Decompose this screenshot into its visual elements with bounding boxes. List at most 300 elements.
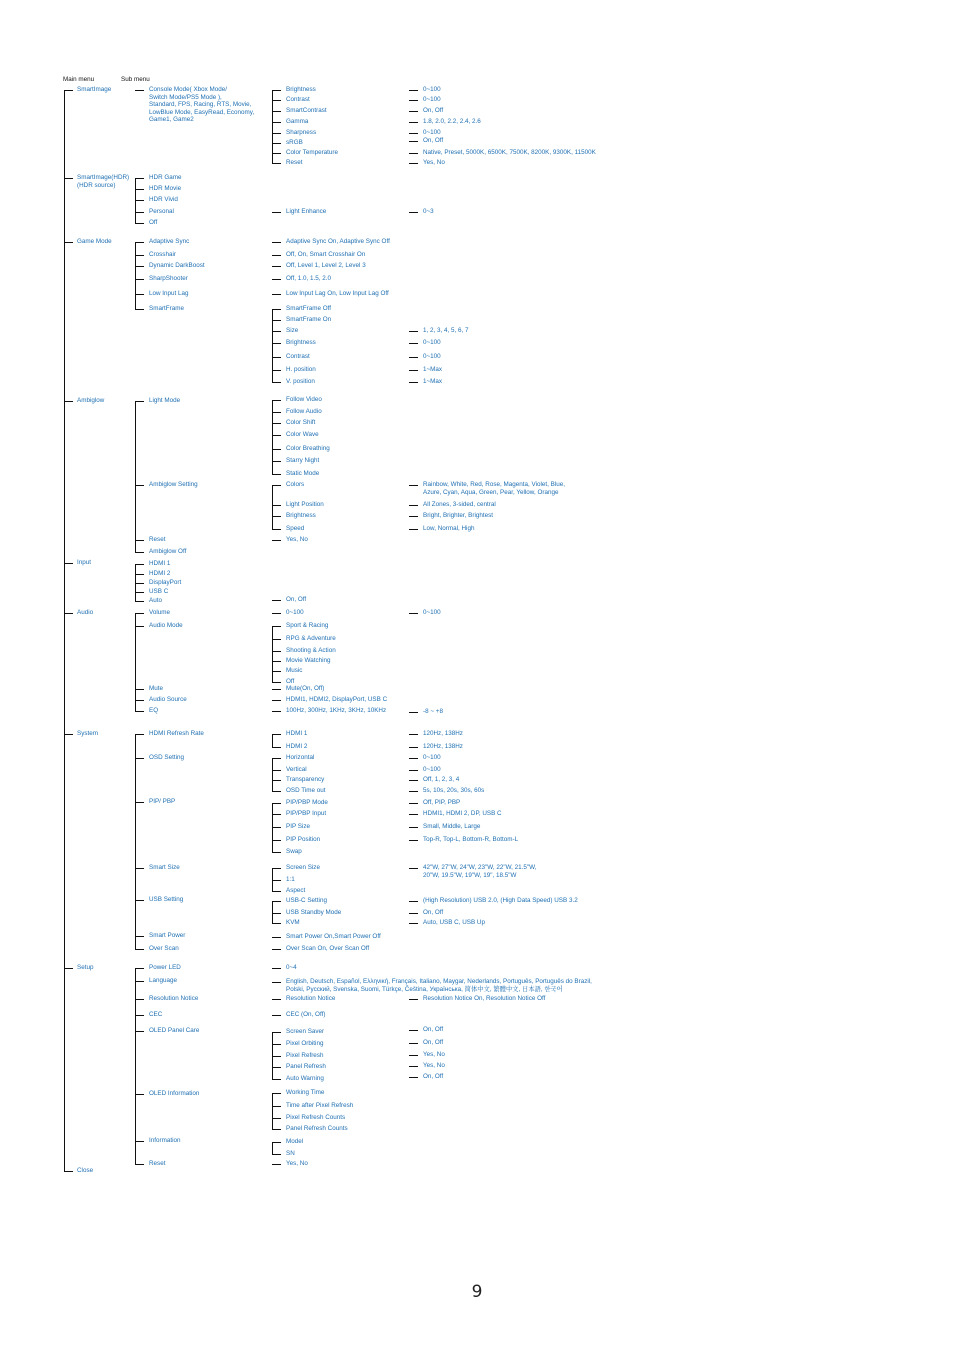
main-menu-item: Audio (77, 609, 94, 616)
sub-menu-branch-tick (135, 564, 144, 565)
option-branch-tick (272, 505, 281, 506)
option-branch-tick (272, 90, 281, 91)
sub-menu-item: Mute (149, 685, 163, 692)
option-branch-tick (272, 814, 281, 815)
option-item: Gamma (286, 118, 309, 125)
option-item: Mute(On, Off) (286, 685, 325, 692)
option-item: Brightness (286, 512, 316, 519)
option-item: Size (286, 327, 299, 334)
main-menu-item: Input (77, 559, 92, 566)
sub-menu-branch-tick (135, 900, 144, 901)
main-menu-branch-tick (64, 968, 73, 969)
option-branch-tick (272, 880, 281, 881)
option-item: Follow Video (286, 396, 322, 403)
option-branch-tick (272, 1142, 281, 1143)
option-item: SmartFrame Off (286, 305, 332, 312)
option-value: Off, 1, 2, 3, 4 (423, 776, 460, 783)
option-item: Panel Refresh Counts (286, 1125, 348, 1132)
option-branch-tick (272, 485, 281, 486)
sub-menu-item: Audio Source (149, 696, 187, 703)
option-branch-trunk (272, 485, 273, 530)
option-branch-tick (272, 153, 281, 154)
option-value: 120Hz, 138Hz (423, 730, 463, 737)
option-value: 0~100 (423, 96, 441, 103)
main-menu-item: Ambiglow (77, 397, 105, 404)
option-branch-tick (272, 320, 281, 321)
value-dash (409, 913, 418, 914)
option-item: Off (286, 678, 295, 685)
sub-menu-branch-tick (135, 485, 144, 486)
option-branch-tick (272, 474, 281, 475)
sub-menu-branch-tick (135, 294, 144, 295)
option-branch-tick (272, 370, 281, 371)
sub-menu-item: Resolution Notice (149, 995, 199, 1002)
option-branch-tick (272, 770, 281, 771)
sub-menu-item: Power LED (149, 964, 181, 971)
sub-menu-header: Sub menu (121, 76, 150, 83)
sub-menu-branch-tick (135, 189, 144, 190)
sub-menu-item: SmartFrame (149, 305, 184, 312)
sub-menu-branch-tick (135, 758, 144, 759)
main-menu-branch-trunk (64, 90, 65, 1172)
value-dash (409, 712, 418, 713)
option-branch-tick (272, 1079, 281, 1080)
option-branch-tick (272, 639, 281, 640)
value-dash (409, 747, 418, 748)
value-dash (409, 100, 418, 101)
option-item: Screen Size (286, 864, 320, 871)
option-branch-tick (272, 734, 281, 735)
option-item: Brightness (286, 86, 316, 93)
option-item: Yes, No (286, 536, 308, 543)
value-dash (409, 999, 418, 1000)
sub-menu-item: Dynamic DarkBoost (149, 262, 205, 269)
sub-menu-branch-tick (135, 999, 144, 1000)
option-branch-tick (272, 435, 281, 436)
option-item: PIP Size (286, 823, 311, 830)
option-branch-tick (272, 242, 281, 243)
sub-menu-item: Smart Size (149, 864, 180, 871)
option-branch-tick (272, 1129, 281, 1130)
value-dash (409, 827, 418, 828)
main-menu-item: SmartImage (77, 86, 112, 93)
sub-menu-branch-tick (135, 574, 144, 575)
option-item: Color Breathing (286, 445, 330, 452)
option-branch-tick (272, 255, 281, 256)
option-branch-tick (272, 780, 281, 781)
option-branch-tick (272, 357, 281, 358)
main-menu-branch-tick (64, 613, 73, 614)
sub-menu-branch-trunk (135, 968, 136, 1165)
option-branch-tick (272, 331, 281, 332)
option-value: Auto, USB C, USB Up (423, 919, 485, 926)
option-item: Screen Saver (286, 1028, 325, 1035)
sub-menu-item: HDMI Refresh Rate (149, 730, 204, 737)
option-item: HDMI1, HDMI2, DisplayPort, USB C (286, 696, 388, 703)
sub-menu-branch-tick (135, 936, 144, 937)
option-value: 0~3 (423, 208, 434, 215)
option-value: On, Off (423, 909, 444, 916)
sub-menu-branch-tick (135, 1015, 144, 1016)
sub-menu-branch-tick (135, 711, 144, 712)
option-branch-tick (272, 827, 281, 828)
option-item: 1:1 (286, 876, 295, 883)
option-value: 0~100 (423, 129, 441, 136)
sub-menu-item: CEC (149, 1011, 163, 1018)
option-branch-tick (272, 689, 281, 690)
option-branch-tick (272, 600, 281, 601)
option-branch-tick (272, 461, 281, 462)
option-branch-tick (272, 111, 281, 112)
main-menu-item: System (77, 730, 98, 737)
sub-menu-branch-tick (135, 700, 144, 701)
sub-menu-item: OLED Panel Care (149, 1027, 200, 1034)
option-item: Colors (286, 481, 305, 488)
sub-menu-item: HDMI 2 (149, 570, 171, 577)
sub-menu-branch-tick (135, 734, 144, 735)
value-dash (409, 1077, 418, 1078)
sub-menu-item: Ambiglow Setting (149, 481, 198, 488)
option-branch-tick (272, 758, 281, 759)
option-value: On, Off (423, 137, 444, 144)
option-item: V. position (286, 378, 315, 385)
option-item: Off, On, Smart Crosshair On (286, 251, 366, 258)
sub-menu-branch-tick (135, 266, 144, 267)
option-item: English, Deutsch, Español, Ελληνική, Français, Italiano, Maygar, Nederlands, Português, Português do Brazil, Polski, Русский, Svenska, Suomi, Türkçe, Čeština, Українська, 简体中文, 繁體中文, 日本語, 한국어 (286, 978, 592, 993)
option-branch-tick (272, 294, 281, 295)
option-branch-tick (272, 100, 281, 101)
option-value: 0~100 (423, 339, 441, 346)
main-menu-branch-tick (64, 734, 73, 735)
option-branch-tick (272, 266, 281, 267)
value-dash (409, 122, 418, 123)
sub-menu-branch-tick (135, 868, 144, 869)
main-menu-branch-tick (64, 242, 73, 243)
sub-menu-branch-tick (135, 223, 144, 224)
option-item: SN (286, 1150, 295, 1157)
option-branch-tick (272, 711, 281, 712)
option-branch-tick (272, 382, 281, 383)
option-branch-tick (272, 613, 281, 614)
sub-menu-branch-tick (135, 949, 144, 950)
option-branch-tick (272, 1118, 281, 1119)
option-item: sRGB (286, 139, 303, 146)
option-value: HDMI1, HDMI 2, DP, USB C (423, 810, 502, 817)
option-value: Native, Preset, 5000K, 6500K, 7500K, 8200K, 9300K, 11500K (423, 149, 596, 156)
sub-menu-item: Reset (149, 536, 166, 543)
option-item: Color Shift (286, 419, 316, 426)
option-value: 1~Max (423, 366, 443, 373)
value-dash (409, 111, 418, 112)
option-item: USB-C Setting (286, 897, 327, 904)
option-item: Speed (286, 525, 305, 532)
sub-menu-branch-trunk (135, 242, 136, 310)
option-item: PIP Position (286, 836, 321, 843)
option-branch-tick (272, 449, 281, 450)
option-value: 120Hz, 138Hz (423, 743, 463, 750)
value-dash (409, 791, 418, 792)
option-branch-trunk (272, 1093, 273, 1130)
option-value: 1.8, 2.0, 2.2, 2.4, 2.6 (423, 118, 481, 125)
option-item: Pixel Refresh Counts (286, 1114, 346, 1121)
option-branch-tick (272, 891, 281, 892)
option-value: Bright, Brighter, Brightest (423, 512, 493, 519)
option-branch-tick (272, 982, 281, 983)
option-item: Working Time (286, 1089, 325, 1096)
option-item: Horizontal (286, 754, 315, 761)
option-item: Transparency (286, 776, 325, 783)
option-branch-tick (272, 803, 281, 804)
option-branch-tick (272, 661, 281, 662)
main-menu-item: SmartImage(HDR) (HDR source) (77, 174, 130, 189)
option-value: 5s, 10s, 20s, 30s, 60s (423, 787, 485, 794)
option-branch-tick (272, 913, 281, 914)
sub-menu-item: PIP/ PBP (149, 798, 176, 805)
sub-menu-branch-tick (135, 200, 144, 201)
option-item: Sharpness (286, 129, 317, 136)
option-item: Model (286, 1138, 304, 1145)
option-branch-tick (272, 651, 281, 652)
value-dash (409, 814, 418, 815)
option-value: Yes, No (423, 1051, 445, 1058)
option-item: OSD Time out (286, 787, 326, 794)
option-branch-tick (272, 840, 281, 841)
option-item: Contrast (286, 353, 310, 360)
value-dash (409, 1030, 418, 1031)
option-branch-tick (272, 1015, 281, 1016)
option-item: Movie Watching (286, 657, 331, 664)
option-value: Yes, No (423, 159, 445, 166)
option-branch-tick (272, 968, 281, 969)
option-branch-tick (272, 1093, 281, 1094)
sub-menu-item: HDR Movie (149, 185, 182, 192)
option-item: Color Wave (286, 431, 319, 438)
sub-menu-item: Auto (149, 597, 162, 604)
option-branch-tick (272, 747, 281, 748)
sub-menu-branch-tick (135, 1141, 144, 1142)
option-item: USB Standby Mode (286, 909, 342, 916)
sub-menu-item: Over Scan (149, 945, 179, 952)
sub-menu-branch-trunk (135, 734, 136, 950)
option-value: 0~100 (423, 353, 441, 360)
sub-menu-branch-tick (135, 601, 144, 602)
option-value: On, Off (423, 1073, 444, 1080)
sub-menu-item: Light Mode (149, 397, 181, 404)
option-branch-tick (272, 700, 281, 701)
option-item: Pixel Orbiting (286, 1040, 324, 1047)
main-menu-branch-tick (64, 1171, 73, 1172)
sub-menu-item: Crosshair (149, 251, 176, 258)
option-branch-tick (272, 1067, 281, 1068)
sub-menu-branch-tick (135, 242, 144, 243)
sub-menu-branch-tick (135, 212, 144, 213)
sub-menu-item: Smart Power (149, 932, 186, 939)
option-branch-tick (272, 901, 281, 902)
sub-menu-item: HDR Game (149, 174, 182, 181)
value-dash (409, 803, 418, 804)
sub-menu-item: HDMI 1 (149, 560, 171, 567)
option-item: Light Enhance (286, 208, 327, 215)
option-item: Off, Level 1, Level 2, Level 3 (286, 262, 366, 269)
sub-menu-item: Off (149, 219, 158, 226)
option-item: Swap (286, 848, 302, 855)
sub-menu-branch-tick (135, 309, 144, 310)
option-value: 0~100 (423, 609, 441, 616)
sub-menu-branch-trunk (135, 401, 136, 553)
sub-menu-branch-tick (135, 689, 144, 690)
main-menu-item: Close (77, 1167, 94, 1174)
sub-menu-item: USB C (149, 588, 169, 595)
option-branch-tick (272, 949, 281, 950)
value-dash (409, 90, 418, 91)
option-item: 0~4 (286, 964, 297, 971)
option-item: Color Temperature (286, 149, 339, 156)
sub-menu-branch-tick (135, 90, 144, 91)
option-branch-tick (272, 671, 281, 672)
sub-menu-branch-tick (135, 1031, 144, 1032)
value-dash (409, 485, 418, 486)
option-item: Starry Night (286, 457, 320, 464)
option-branch-trunk (272, 803, 273, 853)
option-branch-tick (272, 516, 281, 517)
option-item: 0~100 (286, 609, 304, 616)
sub-menu-item: Low Input Lag (149, 290, 189, 297)
value-dash (409, 516, 418, 517)
option-value: All Zones, 3-sided, central (423, 501, 496, 508)
page-number: 9 (471, 1282, 483, 1302)
value-dash (409, 780, 418, 781)
value-dash (409, 331, 418, 332)
option-branch-tick (272, 400, 281, 401)
option-item: Yes, No (286, 1160, 308, 1167)
option-branch-tick (272, 682, 281, 683)
sub-menu-branch-tick (135, 178, 144, 179)
option-branch-tick (272, 868, 281, 869)
option-item: CEC (On, Off) (286, 1011, 326, 1018)
value-dash (409, 770, 418, 771)
value-dash (409, 529, 418, 530)
value-dash (409, 923, 418, 924)
option-item: Resolution Notice (286, 995, 336, 1002)
option-branch-tick (272, 1154, 281, 1155)
option-branch-tick (272, 1044, 281, 1045)
option-branch-tick (272, 133, 281, 134)
value-dash (409, 382, 418, 383)
main-menu-branch-tick (64, 90, 73, 91)
option-branch-tick (272, 791, 281, 792)
option-value: Low, Normal, High (423, 525, 475, 532)
sub-menu-item: Ambiglow Off (149, 548, 187, 555)
value-dash (409, 868, 418, 869)
option-branch-tick (272, 212, 281, 213)
sub-menu-branch-tick (135, 981, 144, 982)
sub-menu-item: USB Setting (149, 896, 184, 903)
option-branch-tick (272, 999, 281, 1000)
sub-menu-item: Language (149, 977, 178, 984)
value-dash (409, 370, 418, 371)
option-item: Panel Refresh (286, 1063, 326, 1070)
sub-menu-item: Information (149, 1137, 181, 1144)
option-item: Sport & Racing (286, 622, 329, 629)
option-item: SmartContrast (286, 107, 327, 114)
value-dash (409, 1066, 418, 1067)
main-menu-item: Setup (77, 964, 94, 971)
main-menu-branch-tick (64, 401, 73, 402)
sub-menu-item: Audio Mode (149, 622, 183, 629)
option-value: (High Resolution) USB 2.0, (High Data Speed) USB 3.2 (423, 897, 578, 904)
main-menu-header: Main menu (63, 76, 95, 83)
option-value: -8 ~ +8 (423, 708, 443, 715)
option-branch-tick (272, 412, 281, 413)
option-item: SmartFrame On (286, 316, 332, 323)
option-item: Contrast (286, 96, 310, 103)
option-branch-tick (272, 143, 281, 144)
sub-menu-branch-tick (135, 401, 144, 402)
sub-menu-branch-tick (135, 552, 144, 553)
value-dash (409, 133, 418, 134)
option-value: Rainbow, White, Red, Rose, Magenta, Violet, Blue, Azure, Cyan, Aqua, Green, Pear, Yellow, Orange (423, 481, 565, 496)
option-item: Reset (286, 159, 303, 166)
option-item: KVM (286, 919, 300, 926)
sub-menu-item: OSD Setting (149, 754, 184, 761)
option-value: On, Off (423, 1039, 444, 1046)
option-branch-tick (272, 423, 281, 424)
option-branch-tick (272, 923, 281, 924)
option-value: Small, Middle, Large (423, 823, 481, 830)
value-dash (409, 357, 418, 358)
option-value: 0~100 (423, 86, 441, 93)
sub-menu-item: Console Mode( Xbox Mode/ Switch Mode/PS5 Mode ), Standard, FPS, Racing, RTS, Movie, LowBlue Mode, EasyRead, Economy, Game1, Game2 (149, 86, 255, 124)
option-branch-tick (272, 163, 281, 164)
sub-menu-branch-trunk (135, 178, 136, 224)
option-branch-tick (272, 626, 281, 627)
sub-menu-item: Reset (149, 1160, 166, 1167)
option-item: Off, 1.0, 1.5, 2.0 (286, 275, 332, 282)
sub-menu-branch-tick (135, 626, 144, 627)
option-item: PIP/PBP Mode (286, 799, 328, 806)
value-dash (409, 343, 418, 344)
sub-menu-branch-tick (135, 583, 144, 584)
option-branch-trunk (272, 734, 273, 748)
option-branch-tick (272, 852, 281, 853)
main-menu-item: Game Mode (77, 238, 112, 245)
option-item: Over Scan On, Over Scan Off (286, 945, 370, 952)
option-value: 42"W, 27"W, 24"W, 23"W, 22"W, 21.5"W, 20"W, 19.5"W, 19"W, 19", 18.5"W (423, 864, 537, 879)
option-branch-tick (272, 343, 281, 344)
option-item: Shooting & Action (286, 647, 336, 654)
option-value: 0~100 (423, 754, 441, 761)
value-dash (409, 141, 418, 142)
option-item: Static Mode (286, 470, 320, 477)
sub-menu-branch-tick (135, 1094, 144, 1095)
option-value: 1~Max (423, 378, 443, 385)
value-dash (409, 613, 418, 614)
option-item: Adaptive Sync On, Adaptive Sync Off (286, 238, 390, 245)
option-item: Vertical (286, 766, 307, 773)
value-dash (409, 1043, 418, 1044)
main-menu-branch-tick (64, 178, 73, 179)
option-item: PIP/PBP Input (286, 810, 327, 817)
value-dash (409, 505, 418, 506)
option-item: HDMI 2 (286, 743, 308, 750)
option-value: Top-R, Top-L, Bottom-R, Bottom-L (423, 836, 519, 843)
sub-menu-branch-tick (135, 1164, 144, 1165)
option-branch-tick (272, 529, 281, 530)
option-branch-tick (272, 122, 281, 123)
option-item: Aspect (286, 887, 306, 894)
option-branch-tick (272, 1164, 281, 1165)
option-branch-tick (272, 309, 281, 310)
